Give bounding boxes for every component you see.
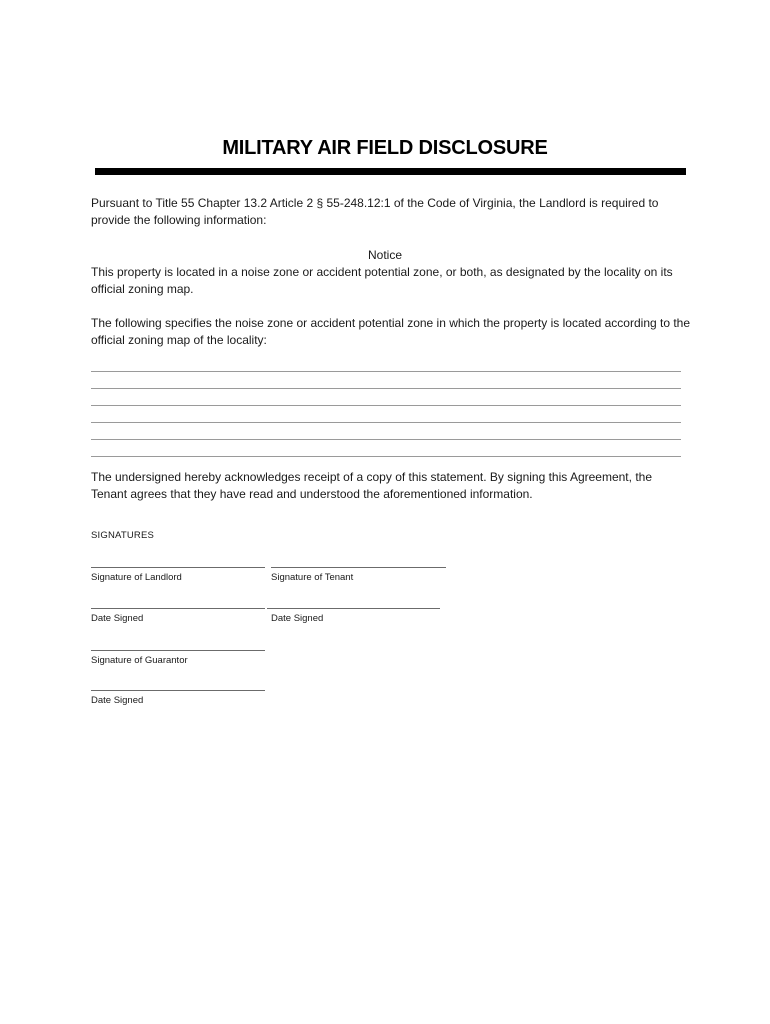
signatures-heading: SIGNATURES: [91, 530, 155, 541]
zone-line[interactable]: [91, 389, 681, 406]
tenant-signature-field[interactable]: [271, 567, 446, 583]
signature-line[interactable]: [91, 567, 265, 568]
landlord-date-field[interactable]: [91, 608, 265, 624]
landlord-signature-label: Signature of Landlord: [91, 572, 182, 583]
signature-line[interactable]: [91, 690, 265, 691]
guarantor-signature-field[interactable]: [91, 650, 265, 666]
intro-paragraph: Pursuant to Title 55 Chapter 13.2 Article 2 § 55-248.12:1 of the Code of Virginia, the Landlord is required to provide the following information:: [91, 196, 659, 227]
document-title: MILITARY AIR FIELD DISCLOSURE: [222, 137, 548, 159]
guarantor-date-label: Date Signed: [91, 695, 144, 706]
landlord-date-label: Date Signed: [91, 613, 144, 624]
signature-line[interactable]: [91, 608, 265, 609]
signature-line[interactable]: [271, 567, 446, 568]
tenant-date-field[interactable]: [267, 608, 440, 624]
signature-line[interactable]: [267, 608, 440, 609]
guarantor-signature-label: Signature of Guarantor: [91, 655, 188, 666]
acknowledgement-paragraph: The undersigned hereby acknowledges receipt of a copy of this statement. By signing this Agreement, the Tenant agrees that they have read and understood the aforementioned information.: [91, 470, 652, 501]
zone-line[interactable]: [91, 406, 681, 423]
landlord-signature-field[interactable]: [91, 567, 265, 583]
tenant-date-label: Date Signed: [271, 613, 324, 624]
tenant-signature-label: Signature of Tenant: [271, 572, 354, 583]
zone-line[interactable]: [91, 440, 681, 457]
guarantor-date-field[interactable]: [91, 690, 265, 706]
zone-line[interactable]: [91, 355, 681, 372]
zone-line[interactable]: [91, 372, 681, 389]
notice-heading: Notice: [367, 248, 402, 262]
title-divider: [95, 168, 686, 175]
zone-line[interactable]: [91, 423, 681, 440]
signature-line[interactable]: [91, 650, 265, 651]
zone-prompt-paragraph: The following specifies the noise zone or accident potential zone in which the property is located according to the official zoning map of the locality:: [91, 316, 691, 347]
zone-blank-lines[interactable]: [91, 355, 681, 457]
notice-paragraph: This property is located in a noise zone or accident potential zone, or both, as designated by the locality on its official zoning map.: [91, 265, 673, 296]
